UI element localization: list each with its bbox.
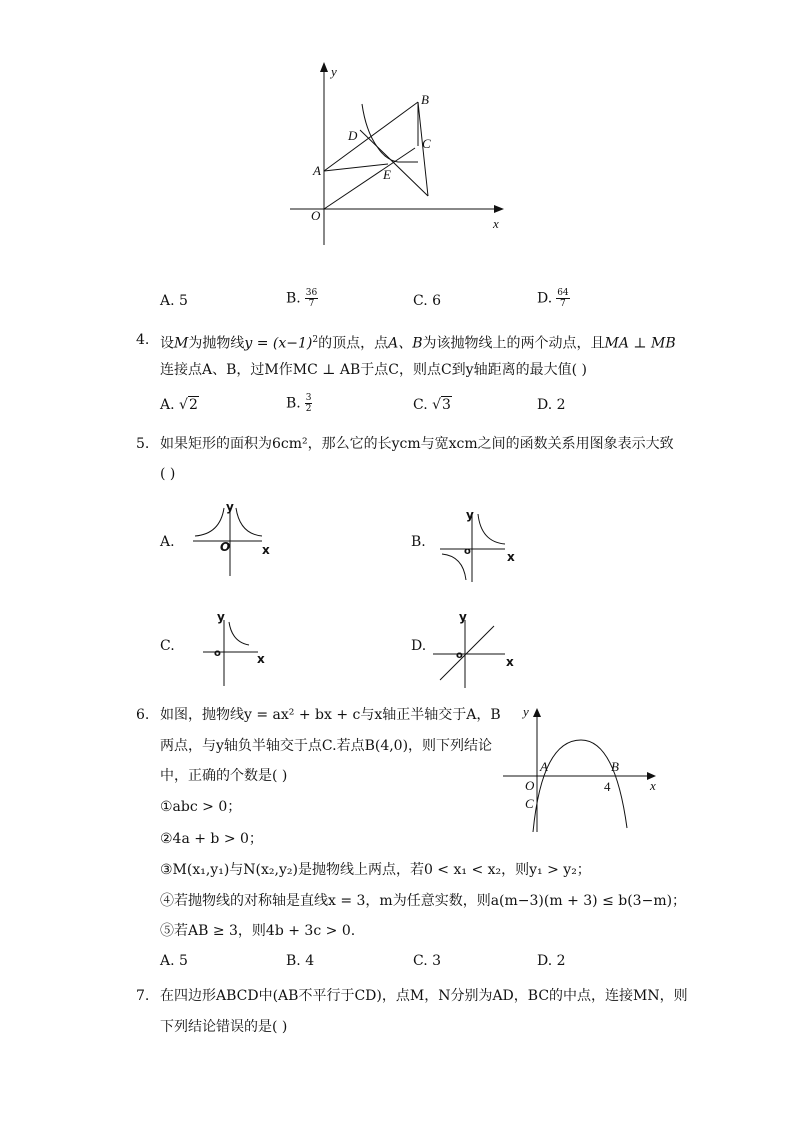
- q6-label-y: y: [523, 704, 529, 719]
- q5-option-c[interactable]: C.: [160, 638, 175, 654]
- q5c-o: o: [214, 648, 221, 659]
- q3-option-c[interactable]: C. 6: [413, 293, 442, 309]
- q5a-o: O: [220, 540, 231, 554]
- q3-label-x: x: [493, 216, 499, 231]
- q4-line1: 设M为抛物线$y = (x-1)^2$的顶点，点A、B为该抛物线上的两个动点，且MA ⊥ MB: [160, 335, 676, 352]
- q5d-x: x: [506, 655, 514, 669]
- q3-option-d[interactable]: D. $\frac{64}{7}$: [537, 288, 569, 309]
- q3-label-d: D: [348, 128, 358, 143]
- q6-label-c: C: [525, 796, 534, 811]
- q5-option-b[interactable]: B.: [411, 534, 426, 550]
- q6-statement-3: ③M(x₁,y₁)与N(x₂,y₂)是抛物线上两点，若0 < x₁ < x₂，则y₁ > y₂；: [160, 862, 591, 878]
- q7-number: 7.: [136, 988, 150, 1004]
- q5a-y: y: [226, 500, 234, 514]
- q6-label-o: O: [525, 778, 535, 793]
- q3-option-b[interactable]: B. $\frac{36}{7}$: [286, 288, 318, 309]
- q6-label-x: x: [650, 778, 656, 793]
- q4-number: 4.: [136, 332, 150, 348]
- q6-option-c[interactable]: C. 3: [413, 953, 442, 969]
- q4-option-a[interactable]: A. √2: [160, 397, 198, 413]
- q5d-o: o: [456, 650, 463, 661]
- q4-option-c[interactable]: C. √3: [413, 397, 451, 413]
- q6-option-a[interactable]: A. 5: [160, 953, 188, 969]
- q5b-x: x: [507, 550, 515, 564]
- q3-label-b: B: [421, 92, 429, 107]
- q5b-y: y: [466, 508, 474, 522]
- q6-statement-4: ④若抛物线的对称轴是直线x = 3，m为任意实数，则a(m−3)(m + 3) ≤ b(3−m)；: [160, 893, 687, 909]
- q4-line2: 连接点A、B，过M作MC ⊥ AB于点C，则点C到y轴距离的最大值( ): [160, 362, 587, 378]
- q3-label-o: O: [311, 208, 321, 223]
- q5c-x: x: [257, 652, 265, 666]
- q6-label-4: 4: [604, 779, 611, 794]
- q3-option-a[interactable]: A. 5: [160, 293, 188, 309]
- q6-label-b: B: [611, 759, 619, 774]
- q5b-o: o: [464, 546, 471, 557]
- q6-line2: 两点，与y轴负半轴交于点C.若点B(4,0)，则下列结论: [160, 738, 493, 754]
- q3-label-e: E: [383, 167, 391, 182]
- q6-label-a: A: [540, 759, 548, 774]
- q6-option-b[interactable]: B. 4: [286, 953, 315, 969]
- q3-label-c: C: [422, 136, 431, 151]
- q5d-y: y: [459, 610, 467, 624]
- q6-statement-1: ①abc > 0；: [160, 799, 242, 815]
- q5-line1: 如果矩形的面积为6cm²，那么它的长ycm与宽xcm之间的函数关系用图象表示大致: [160, 436, 674, 452]
- q3-label-a: A: [313, 163, 321, 178]
- q6-option-d[interactable]: D. 2: [537, 953, 566, 969]
- q6-line3: 中，正确的个数是( ): [160, 768, 288, 784]
- q5-option-a[interactable]: A.: [160, 534, 175, 550]
- q6-statement-2: ②4a + b > 0；: [160, 831, 263, 847]
- q5-option-d[interactable]: D.: [411, 638, 427, 654]
- q6-number: 6.: [136, 707, 150, 723]
- q5c-y: y: [217, 610, 225, 624]
- q3-label-y: y: [331, 64, 337, 79]
- q7-line1: 在四边形ABCD中(AB不平行于CD)，点M，N分别为AD，BC的中点，连接MN，则: [160, 988, 688, 1004]
- q6-parabola: [533, 740, 627, 832]
- q7-line2: 下列结论错误的是( ): [160, 1019, 288, 1035]
- q5-number: 5.: [136, 436, 150, 452]
- q5-line2: ( ): [160, 466, 176, 482]
- q6-line1: 如图，抛物线y = ax² + bx + c与x轴正半轴交于A，B: [160, 707, 501, 723]
- q4-option-d[interactable]: D. 2: [537, 397, 566, 413]
- q4-option-b[interactable]: B. $\frac{3}{2}$: [286, 393, 312, 414]
- q5a-x: x: [262, 543, 270, 557]
- q6-statement-5: ⑤若AB ≥ 3，则4b + 3c > 0.: [160, 923, 356, 939]
